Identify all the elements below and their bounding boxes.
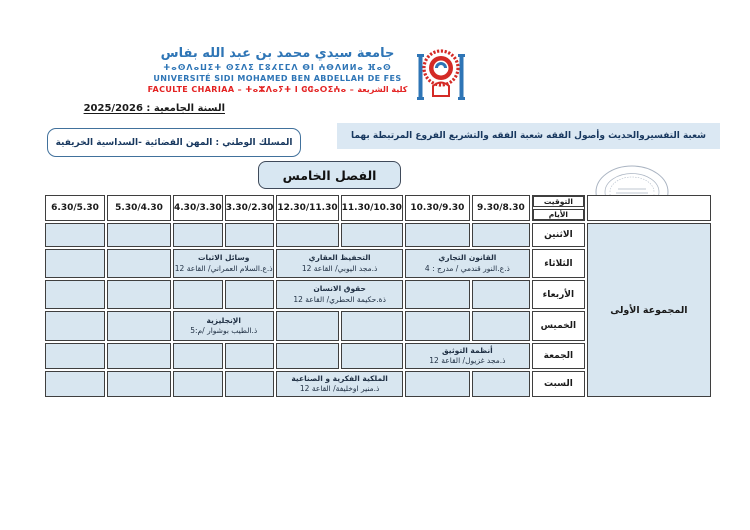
schedule-table-body	[45, 223, 711, 397]
course-instructor-room: ذ.مجد غزيول/ القاعة 12	[429, 356, 506, 365]
course-title: حقوق الانسان	[313, 284, 366, 294]
time-slot-header: 11.30/10.30	[341, 195, 403, 221]
empty-slot-cell	[173, 371, 223, 397]
empty-slot-cell	[341, 343, 403, 369]
course-cell	[173, 249, 274, 278]
course-cell	[405, 249, 530, 278]
empty-slot-cell	[405, 371, 470, 397]
header-corner-spacer	[587, 195, 711, 221]
course-instructor-room: ذ.ع.النور قندمي / مدرج : 4	[424, 263, 510, 273]
course-title: القانون التجاري	[438, 253, 497, 263]
university-name-french: UNIVERSITÉ SIDI MOHAMED BEN ABDELLAH DE FES	[153, 74, 402, 84]
schedule-table	[43, 193, 713, 399]
timing-header-label: التوقيت	[533, 196, 584, 207]
course-instructor-room: ذ.الطيب بوشوار /م:5	[190, 326, 258, 335]
course-instructor-room: ذ.منير اوخليفة/ القاعة 12	[299, 384, 380, 393]
course-instructor-room: ذ.ع.السلام العمراني/ القاعة 12	[174, 263, 273, 273]
empty-slot-cell	[225, 280, 275, 309]
course-title: الملكية الفكرية و الصناعية	[291, 373, 388, 383]
course-cell	[173, 311, 274, 341]
days-time-header-cell	[532, 195, 585, 221]
empty-slot-cell	[173, 343, 223, 369]
course-title: وسائل الاثبات	[198, 253, 250, 263]
university-logo	[140, 46, 415, 95]
empty-slot-cell	[405, 311, 470, 341]
time-slot-header: 6.30/5.30	[45, 195, 105, 221]
empty-slot-cell	[107, 249, 171, 278]
empty-slot-cell	[405, 280, 470, 309]
empty-slot-cell	[276, 343, 338, 369]
empty-slot-cell	[341, 311, 403, 341]
department-box: شعبة التفسيروالحديث وأصول الفقه شعبة الفقه والتشريع الفروع المرتبطة بهما	[337, 123, 720, 149]
day-label: الثلاثاء	[532, 249, 585, 278]
empty-slot-cell	[107, 343, 171, 369]
empty-slot-cell	[225, 223, 275, 247]
course-cell	[276, 280, 402, 309]
university-emblem-icon	[416, 42, 466, 102]
day-label: الأربعاء	[532, 280, 585, 309]
empty-slot-cell	[173, 223, 223, 247]
course-instructor-room: ذ.مجد اليوبي/ القاعة 12	[301, 263, 378, 273]
course-instructor-room: ذة.حكيمة الحطري/ القاعة 12	[293, 294, 386, 304]
empty-slot-cell	[45, 371, 105, 397]
empty-slot-cell	[472, 371, 530, 397]
course-title: أنظمة التوثيق	[442, 345, 493, 355]
empty-slot-cell	[107, 371, 171, 397]
track-box: المسلك الوطني : المهن القضائية -السداسية الخريفية	[47, 128, 301, 157]
empty-slot-cell	[107, 280, 171, 309]
empty-slot-cell	[472, 280, 530, 309]
course-cell	[276, 371, 402, 397]
empty-slot-cell	[45, 343, 105, 369]
empty-slot-cell	[173, 280, 223, 309]
course-title: الإنجليزية	[206, 315, 241, 325]
table-row	[45, 223, 711, 247]
group-cell: المجموعة الأولى	[587, 223, 711, 397]
day-label: الخميس	[532, 311, 585, 341]
empty-slot-cell	[405, 223, 470, 247]
course-cell	[405, 343, 530, 369]
faculty-name-line: FACULTE CHARIAA – ⵜⴰⵣⴷⴰⵢⵜ ⵏ ⵛⵛⴰⵔⵉⵄⴰ – كلية الشريعة	[147, 85, 408, 95]
empty-slot-cell	[276, 311, 338, 341]
empty-slot-cell	[45, 311, 105, 341]
university-name-tifinagh: ⵜⴰⵙⴷⴰⵡⵉⵜ ⵙⵉⴷⵉ ⵎⵓⵃⵎⵎⴷ ⴱⵏ ⵄⴱⴷⵍⵍⴰ ⴼⴰⵙ	[163, 63, 392, 73]
empty-slot-cell	[45, 280, 105, 309]
time-slot-header: 9.30/8.30	[472, 195, 530, 221]
university-name-arabic: جامعة سيدي محمد بن عبد الله بفاس	[160, 46, 395, 61]
day-label: الجمعة	[532, 343, 585, 369]
day-label: السبت	[532, 371, 585, 397]
empty-slot-cell	[107, 223, 171, 247]
time-slot-header: 5.30/4.30	[107, 195, 171, 221]
empty-slot-cell	[341, 223, 403, 247]
time-slot-header: 10.30/9.30	[405, 195, 470, 221]
empty-slot-cell	[225, 343, 275, 369]
table-header-row	[45, 195, 711, 221]
semester-title: الفصل الخامس	[258, 161, 401, 189]
empty-slot-cell	[472, 311, 530, 341]
time-slot-header: 12.30/11.30	[276, 195, 338, 221]
academic-year-label: السنة الجامعية : 2025/2026	[83, 103, 225, 114]
days-header-label: الأيام	[533, 209, 584, 220]
time-slot-header: 3.30/2.30	[225, 195, 275, 221]
course-title: التحفيظ العقاري	[308, 253, 371, 263]
empty-slot-cell	[472, 223, 530, 247]
course-cell	[276, 249, 402, 278]
empty-slot-cell	[45, 223, 105, 247]
empty-slot-cell	[225, 371, 275, 397]
empty-slot-cell	[45, 249, 105, 278]
day-label: الاثنين	[532, 223, 585, 247]
empty-slot-cell	[276, 223, 338, 247]
time-slot-header: 4.30/3.30	[173, 195, 223, 221]
empty-slot-cell	[107, 311, 171, 341]
